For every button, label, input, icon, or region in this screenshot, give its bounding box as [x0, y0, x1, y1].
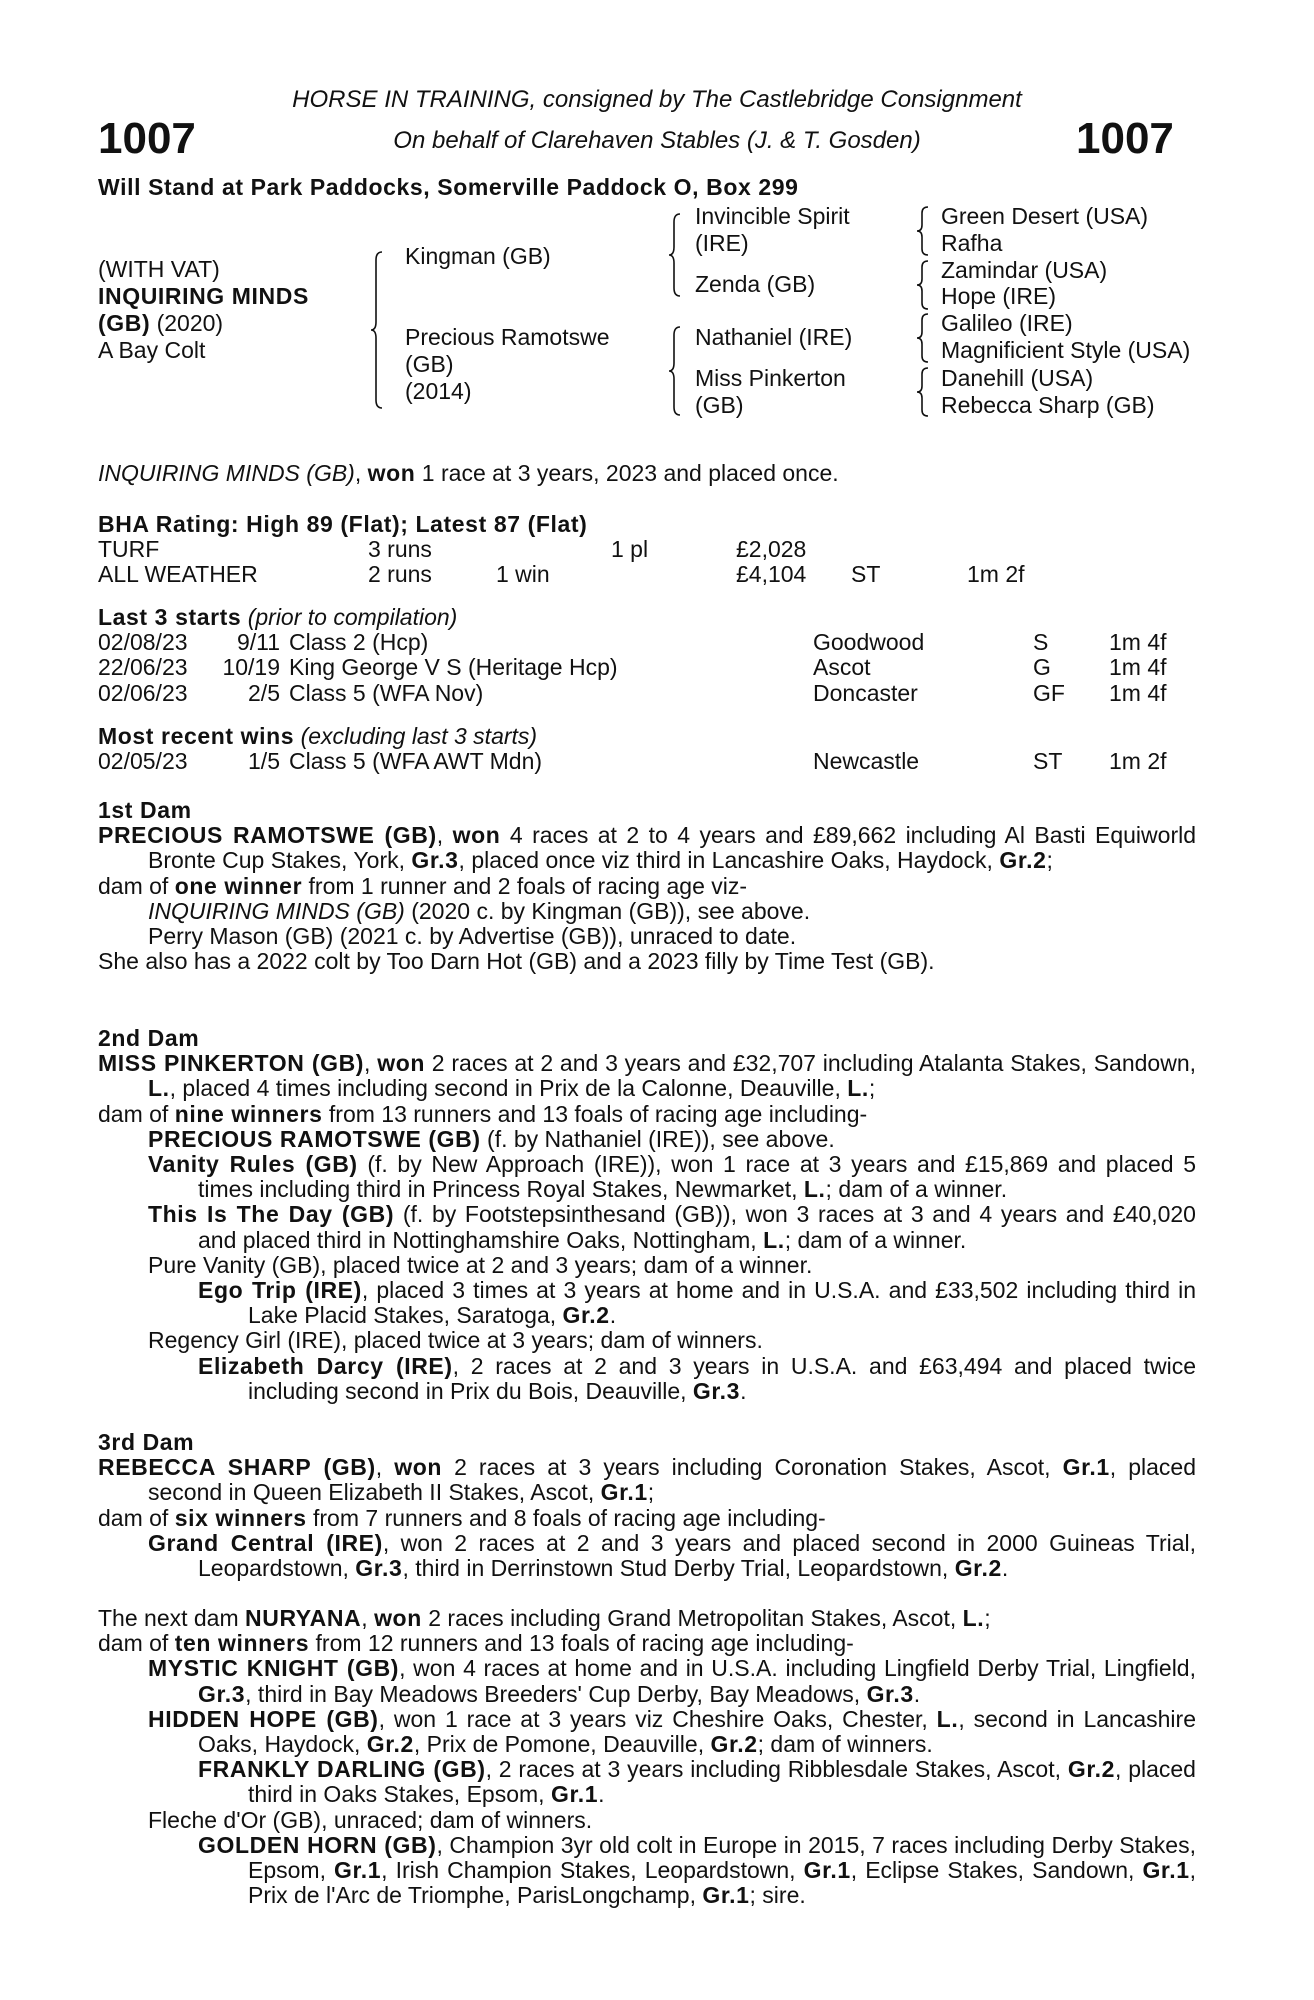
horse-year: (2020)	[156, 310, 224, 336]
bold-text: Elizabeth Darcy (IRE)	[198, 1352, 453, 1379]
race-pos: 10/19	[222, 654, 280, 681]
bold-text: L.	[803, 1176, 826, 1203]
horse-name: INQUIRING MINDS	[98, 283, 309, 309]
text-segment: , won 4 races at home and in U.S.A. including Lingfield Derby Trial, Lingfield,	[399, 1655, 1196, 1682]
text-segment: 2 races at 3 years including Coronation Stakes, Ascot,	[442, 1454, 1063, 1481]
bold-text: HIDDEN HOPE (GB)	[148, 1705, 379, 1732]
recent-wins-title: Most recent wins	[98, 723, 295, 749]
bold-text: L.	[936, 1705, 959, 1732]
text-segment: Pure Vanity (GB), placed twice at 2 and 3 years; dam of a winner.	[148, 1251, 813, 1278]
second-dam-section	[98, 1026, 1196, 1404]
sire-sire-line2: (IRE)	[695, 230, 749, 256]
rating-surface: ALL WEATHER	[98, 561, 258, 588]
bold-text: Gr.3	[692, 1377, 741, 1404]
rating-runs: 2 runs	[368, 561, 432, 588]
text-segment: , placed 4 times including second in Prix de la Calonne, Deauville,	[169, 1075, 848, 1102]
bold-text: L.	[763, 1226, 785, 1253]
third-dam-section	[98, 1430, 1196, 1581]
bold-text: FRANKLY DARLING (GB)	[198, 1756, 486, 1783]
produce-entry	[98, 1757, 1196, 1807]
rating-prize: £4,104	[736, 561, 807, 588]
bold-text: Gr.3	[198, 1680, 246, 1707]
text-segment: , placed once viz third in Lancashire Oaks, Haydock,	[458, 847, 1000, 874]
text-segment: .	[598, 1781, 605, 1808]
dam-heading: 3rd Dam	[98, 1429, 195, 1455]
produce-entry	[98, 949, 1196, 974]
produce-entry	[98, 1328, 1196, 1353]
text-segment: , Prix de Pomone, Deauville,	[413, 1731, 711, 1758]
text-segment: , Prix de l'Arc de Triomphe, ParisLongchamp,	[248, 1857, 1196, 1909]
bold-text: Gr.2	[954, 1555, 1002, 1582]
text-segment: ,	[354, 460, 368, 486]
text-segment: ;	[868, 1075, 876, 1102]
text-segment: , Champion 3yr old colt in Europe in 2015, 7 races including Derby Stakes, Epsom,	[248, 1831, 1196, 1884]
produce-entry	[98, 1506, 1196, 1531]
text-segment: (2020 c. by Kingman (GB)), see above.	[404, 897, 811, 924]
text-segment: , placed third in Oaks Stakes, Epsom,	[248, 1756, 1196, 1808]
pedigree-bracket	[668, 212, 688, 298]
pedigree-bracket	[370, 250, 390, 410]
produce-entry	[98, 1808, 1196, 1833]
text-segment: dam of	[98, 1630, 175, 1657]
race-course: Goodwood	[813, 629, 925, 656]
bold-text: Ego Trip (IRE)	[198, 1277, 362, 1304]
produce-entry	[98, 1606, 1196, 1631]
bold-text: MYSTIC KNIGHT (GB)	[148, 1655, 400, 1682]
text-segment: .	[609, 1302, 617, 1329]
bold-text: Gr.3	[866, 1680, 914, 1707]
race-date: 02/08/23	[98, 629, 188, 656]
bold-text: Gr.2	[999, 847, 1047, 874]
rating-surface: TURF	[98, 536, 160, 563]
dam-sire: Nathaniel (IRE)	[695, 324, 853, 350]
produce-entry	[98, 1531, 1196, 1581]
race-row	[98, 655, 1196, 680]
bold-text: Gr.1	[600, 1479, 648, 1506]
horse-country-year	[98, 310, 223, 337]
text-segment: , third in Derrinstown Stud Derby Trial, Leopardstown,	[402, 1555, 955, 1582]
gen4-ancestor: Zamindar (USA)	[941, 257, 1108, 283]
gen4-ancestor: Rafha	[941, 230, 1003, 256]
horse-description: A Bay Colt	[98, 337, 206, 363]
vat-label: (WITH VAT)	[98, 256, 220, 282]
bold-text: Vanity Rules (GB)	[148, 1151, 358, 1178]
text-segment: ,	[436, 822, 453, 849]
race-row	[98, 681, 1196, 706]
text-segment: (f. by Nathaniel (IRE)), see above.	[480, 1125, 835, 1152]
produce-entry	[98, 1631, 1196, 1656]
bold-text: Gr.1	[1142, 1857, 1190, 1884]
rating-prize: £2,028	[736, 536, 807, 563]
rating-section	[98, 512, 1196, 588]
bold-text: Gr.1	[702, 1882, 750, 1909]
text-segment: , placed 3 times at 3 years at home and in U.S.A. and £33,502 including third in Lake Placid Stakes, Saratoga,	[248, 1277, 1196, 1329]
race-course: Ascot	[813, 654, 871, 681]
gen4-ancestor: Hope (IRE)	[941, 283, 1057, 309]
race-course: Newcastle	[813, 748, 920, 775]
produce-entry	[98, 1278, 1196, 1328]
race-date: 02/06/23	[98, 679, 188, 706]
bold-text: Gr.2	[366, 1731, 414, 1758]
race-date: 02/05/23	[98, 748, 188, 775]
bold-text: GOLDEN HORN (GB)	[198, 1831, 437, 1858]
bold-text: Gr.1	[1062, 1454, 1110, 1481]
race-distance: 1m 4f	[1109, 629, 1167, 656]
bold-text: won	[367, 460, 416, 486]
sire: Kingman (GB)	[405, 243, 551, 269]
text-segment: .	[913, 1680, 921, 1707]
gen4-ancestor: Galileo (IRE)	[941, 310, 1073, 336]
text-segment: , Eclipse Stakes, Sandown,	[850, 1857, 1143, 1884]
rating-row	[98, 537, 1196, 562]
text-segment: ; dam of a winner.	[784, 1226, 967, 1253]
text-segment: (f. by Footstepsinthesand (GB)), won 3 races at 3 and 4 years and £40,020 and placed third in Nottinghamshire Oaks, Nottingham,	[198, 1201, 1196, 1253]
race-row	[98, 749, 1196, 774]
rating-wins: 1 win	[496, 561, 550, 588]
text-segment: ; sire.	[749, 1882, 806, 1909]
bold-text: Gr.1	[334, 1857, 382, 1884]
text-segment: , won 2 races at 2 and 3 years and placed second in 2000 Guineas Trial, Leopardstown,	[198, 1529, 1197, 1582]
text-segment: , third in Bay Meadows Breeders' Cup Derby, Bay Meadows,	[245, 1680, 867, 1707]
produce-entry	[98, 1656, 1196, 1706]
text-segment: ,	[364, 1050, 378, 1077]
recent-wins-section	[98, 724, 1196, 774]
bold-text: NURYANA	[245, 1605, 362, 1631]
text-segment: The next dam	[98, 1605, 246, 1631]
next-dam-section	[98, 1606, 1196, 1908]
italic-text: INQUIRING MINDS (GB)	[98, 460, 355, 486]
produce-entry	[98, 1833, 1196, 1909]
bold-text: Gr.2	[562, 1302, 610, 1329]
bold-text: Gr.1	[803, 1857, 851, 1884]
race-going: GF	[1033, 679, 1065, 706]
bold-text: Gr.3	[355, 1555, 403, 1582]
dam-dam-line2: (GB)	[695, 392, 744, 418]
race-going: ST	[1033, 748, 1063, 775]
gen4-ancestor: Danehill (USA)	[941, 365, 1094, 391]
gen4-ancestor: Magnificient Style (USA)	[941, 337, 1191, 363]
text-segment: ; dam of a winner.	[825, 1176, 1008, 1203]
text-segment: , 2 races at 2 and 3 years in U.S.A. and £63,494 and placed twice including second in Prix du Bois, Deauville,	[248, 1352, 1196, 1404]
bold-text: Gr.2	[710, 1731, 758, 1758]
bold-text: won	[452, 822, 501, 849]
race-course: Doncaster	[813, 679, 918, 706]
text-segment: ;	[1046, 847, 1053, 874]
race-distance: 1m 4f	[1109, 679, 1167, 706]
text-segment: ;	[647, 1479, 655, 1506]
bold-text: L.	[847, 1075, 869, 1102]
bold-text: six winners	[174, 1504, 307, 1531]
text-segment: Perry Mason (GB) (2021 c. by Advertise (GB)), unraced to date.	[148, 923, 797, 950]
last-starts-note: (prior to compilation)	[247, 604, 458, 630]
dam-heading: 1st Dam	[98, 797, 192, 823]
race-summary	[98, 461, 1196, 486]
text-segment: .	[740, 1377, 747, 1404]
produce-entry	[98, 1455, 1196, 1505]
rating-placed: 1 pl	[611, 536, 649, 563]
sire-sire-line1: Invincible Spirit	[695, 203, 850, 229]
bold-text: ten winners	[174, 1630, 310, 1657]
race-row	[98, 630, 1196, 655]
text-segment: dam of	[98, 1504, 175, 1531]
bold-text: nine winners	[174, 1100, 323, 1127]
dam-line3: (2014)	[405, 378, 472, 404]
pedigree-bracket	[916, 366, 936, 418]
text-segment: dam of	[98, 1100, 175, 1127]
consignor-line: HORSE IN TRAINING, consigned by The Castlebridge Consignment	[292, 86, 1022, 113]
race-race: Class 5 (WFA Nov)	[289, 679, 484, 706]
gen4-ancestor: Rebecca Sharp (GB)	[941, 392, 1155, 418]
produce-entry	[98, 1127, 1196, 1152]
text-segment: (f. by New Approach (IRE)), won 1 race at 3 years and £15,869 and placed 5 times including third in Princess Royal Stakes, Newmarket,	[198, 1151, 1197, 1203]
bold-text: Gr.3	[411, 847, 459, 874]
produce-entry	[98, 924, 1196, 949]
text-segment: Fleche d'Or (GB), unraced; dam of winners.	[148, 1806, 593, 1833]
race-pos: 9/11	[236, 629, 280, 656]
pedigree-bracket	[916, 312, 936, 364]
bold-text: won	[394, 1454, 442, 1481]
first-dam-section	[98, 798, 1196, 974]
bold-text: Gr.2	[1067, 1756, 1115, 1783]
text-segment: 2 races at 2 and 3 years and £32,707 including Atalanta Stakes, Sandown,	[425, 1050, 1196, 1077]
lot-number-right: 1007	[1076, 114, 1174, 163]
produce-entry	[98, 1051, 1196, 1101]
horse-country: (GB)	[98, 310, 151, 336]
text-segment: ,	[361, 1605, 375, 1631]
sire-dam: Zenda (GB)	[695, 271, 816, 297]
gen4-ancestor: Green Desert (USA)	[941, 203, 1149, 229]
dam-line1: Precious Ramotswe	[405, 324, 610, 350]
last-starts-section	[98, 605, 1196, 706]
produce-entry	[98, 1253, 1196, 1278]
race-distance: 1m 4f	[1109, 654, 1167, 681]
race-date: 22/06/23	[98, 654, 188, 681]
race-distance: 1m 2f	[1109, 748, 1167, 775]
text-segment: from 13 runners and 13 foals of racing age including-	[322, 1100, 868, 1127]
produce-entry	[98, 1152, 1196, 1202]
bold-text: won	[374, 1605, 422, 1631]
text-segment: from 12 runners and 13 foals of racing age including-	[309, 1630, 854, 1657]
text-segment: ,	[375, 1454, 395, 1481]
text-segment: 2 races including Grand Metropolitan Stakes, Ascot,	[421, 1605, 963, 1631]
bold-text: This Is The Day (GB)	[148, 1201, 395, 1228]
bold-text: one winner	[174, 872, 303, 899]
race-race: Class 5 (WFA AWT Mdn)	[289, 748, 543, 775]
rating-runs: 3 runs	[368, 536, 432, 563]
race-pos: 2/5	[248, 679, 280, 706]
recent-wins-note: (excluding last 3 starts)	[300, 723, 538, 749]
rating-going: ST	[851, 561, 881, 588]
produce-entry	[98, 1707, 1196, 1757]
text-segment: She also has a 2022 colt by Too Darn Hot (GB) and a 2023 filly by Time Test (GB).	[98, 948, 935, 975]
produce-entry	[98, 1202, 1196, 1252]
location-line: Will Stand at Park Paddocks, Somerville Paddock O, Box 299	[98, 174, 799, 200]
text-segment: , won 1 race at 3 years viz Cheshire Oaks, Chester,	[378, 1705, 937, 1732]
text-segment: , 2 races at 3 years including Ribblesdale Stakes, Ascot,	[485, 1756, 1068, 1783]
last-starts-title: Last 3 starts	[98, 604, 242, 630]
dam-heading: 2nd Dam	[98, 1025, 200, 1051]
text-segment: , placed second in Queen Elizabeth II Stakes, Ascot,	[148, 1454, 1197, 1506]
bold-text: PRECIOUS RAMOTSWE (GB)	[148, 1125, 481, 1152]
race-going: G	[1033, 654, 1051, 681]
text-segment: 1 race at 3 years, 2023 and placed once.	[415, 460, 839, 486]
produce-entry	[98, 823, 1196, 873]
produce-entry	[98, 1354, 1196, 1404]
bold-text: L.	[962, 1605, 985, 1631]
italic-text: INQUIRING MINDS (GB)	[148, 897, 405, 924]
bold-text: PRECIOUS RAMOTSWE (GB)	[98, 822, 437, 849]
text-segment: .	[1001, 1555, 1009, 1582]
rating-row	[98, 562, 1196, 587]
text-segment: dam of	[98, 872, 175, 899]
bold-text: Grand Central (IRE)	[148, 1529, 383, 1556]
bold-text: L.	[148, 1075, 170, 1102]
race-race: Class 2 (Hcp)	[289, 629, 429, 656]
bold-text: MISS PINKERTON (GB)	[98, 1050, 365, 1077]
text-segment: 4 races at 2 to 4 years and £89,662 including Al Basti Equiworld Bronte Cup Stakes, York,	[148, 822, 1197, 874]
text-segment: , second in Lancashire Oaks, Haydock,	[198, 1705, 1196, 1758]
text-segment: Regency Girl (IRE), placed twice at 3 years; dam of winners.	[148, 1327, 763, 1354]
bold-text: won	[377, 1050, 426, 1077]
rating-distance: 1m 2f	[967, 561, 1025, 588]
bold-text: Gr.1	[550, 1781, 599, 1808]
dam-dam-line1: Miss Pinkerton	[695, 365, 846, 391]
produce-entry	[98, 1102, 1196, 1127]
text-segment: ;	[984, 1605, 991, 1631]
bold-text: REBECCA SHARP (GB)	[98, 1454, 376, 1481]
race-race: King George V S (Heritage Hcp)	[289, 654, 618, 681]
rating-title: BHA Rating: High 89 (Flat); Latest 87 (Flat)	[98, 511, 588, 537]
produce-entry	[98, 899, 1196, 924]
text-segment: , Irish Champion Stakes, Leopardstown,	[381, 1857, 804, 1884]
pedigree-bracket	[916, 259, 936, 311]
race-pos: 1/5	[248, 748, 280, 775]
text-segment: from 1 runner and 2 foals of racing age viz-	[302, 872, 748, 899]
produce-entry	[98, 874, 1196, 899]
pedigree-bracket	[916, 205, 936, 257]
dam-line2: (GB)	[405, 351, 454, 377]
race-going: S	[1033, 629, 1049, 656]
pedigree-bracket	[668, 325, 688, 417]
lot-number-left: 1007	[98, 114, 196, 163]
vendor-line: On behalf of Clarehaven Stables (J. & T. Gosden)	[393, 127, 921, 154]
text-segment: ; dam of winners.	[757, 1731, 933, 1758]
text-segment: from 7 runners and 8 foals of racing age including-	[306, 1504, 826, 1531]
